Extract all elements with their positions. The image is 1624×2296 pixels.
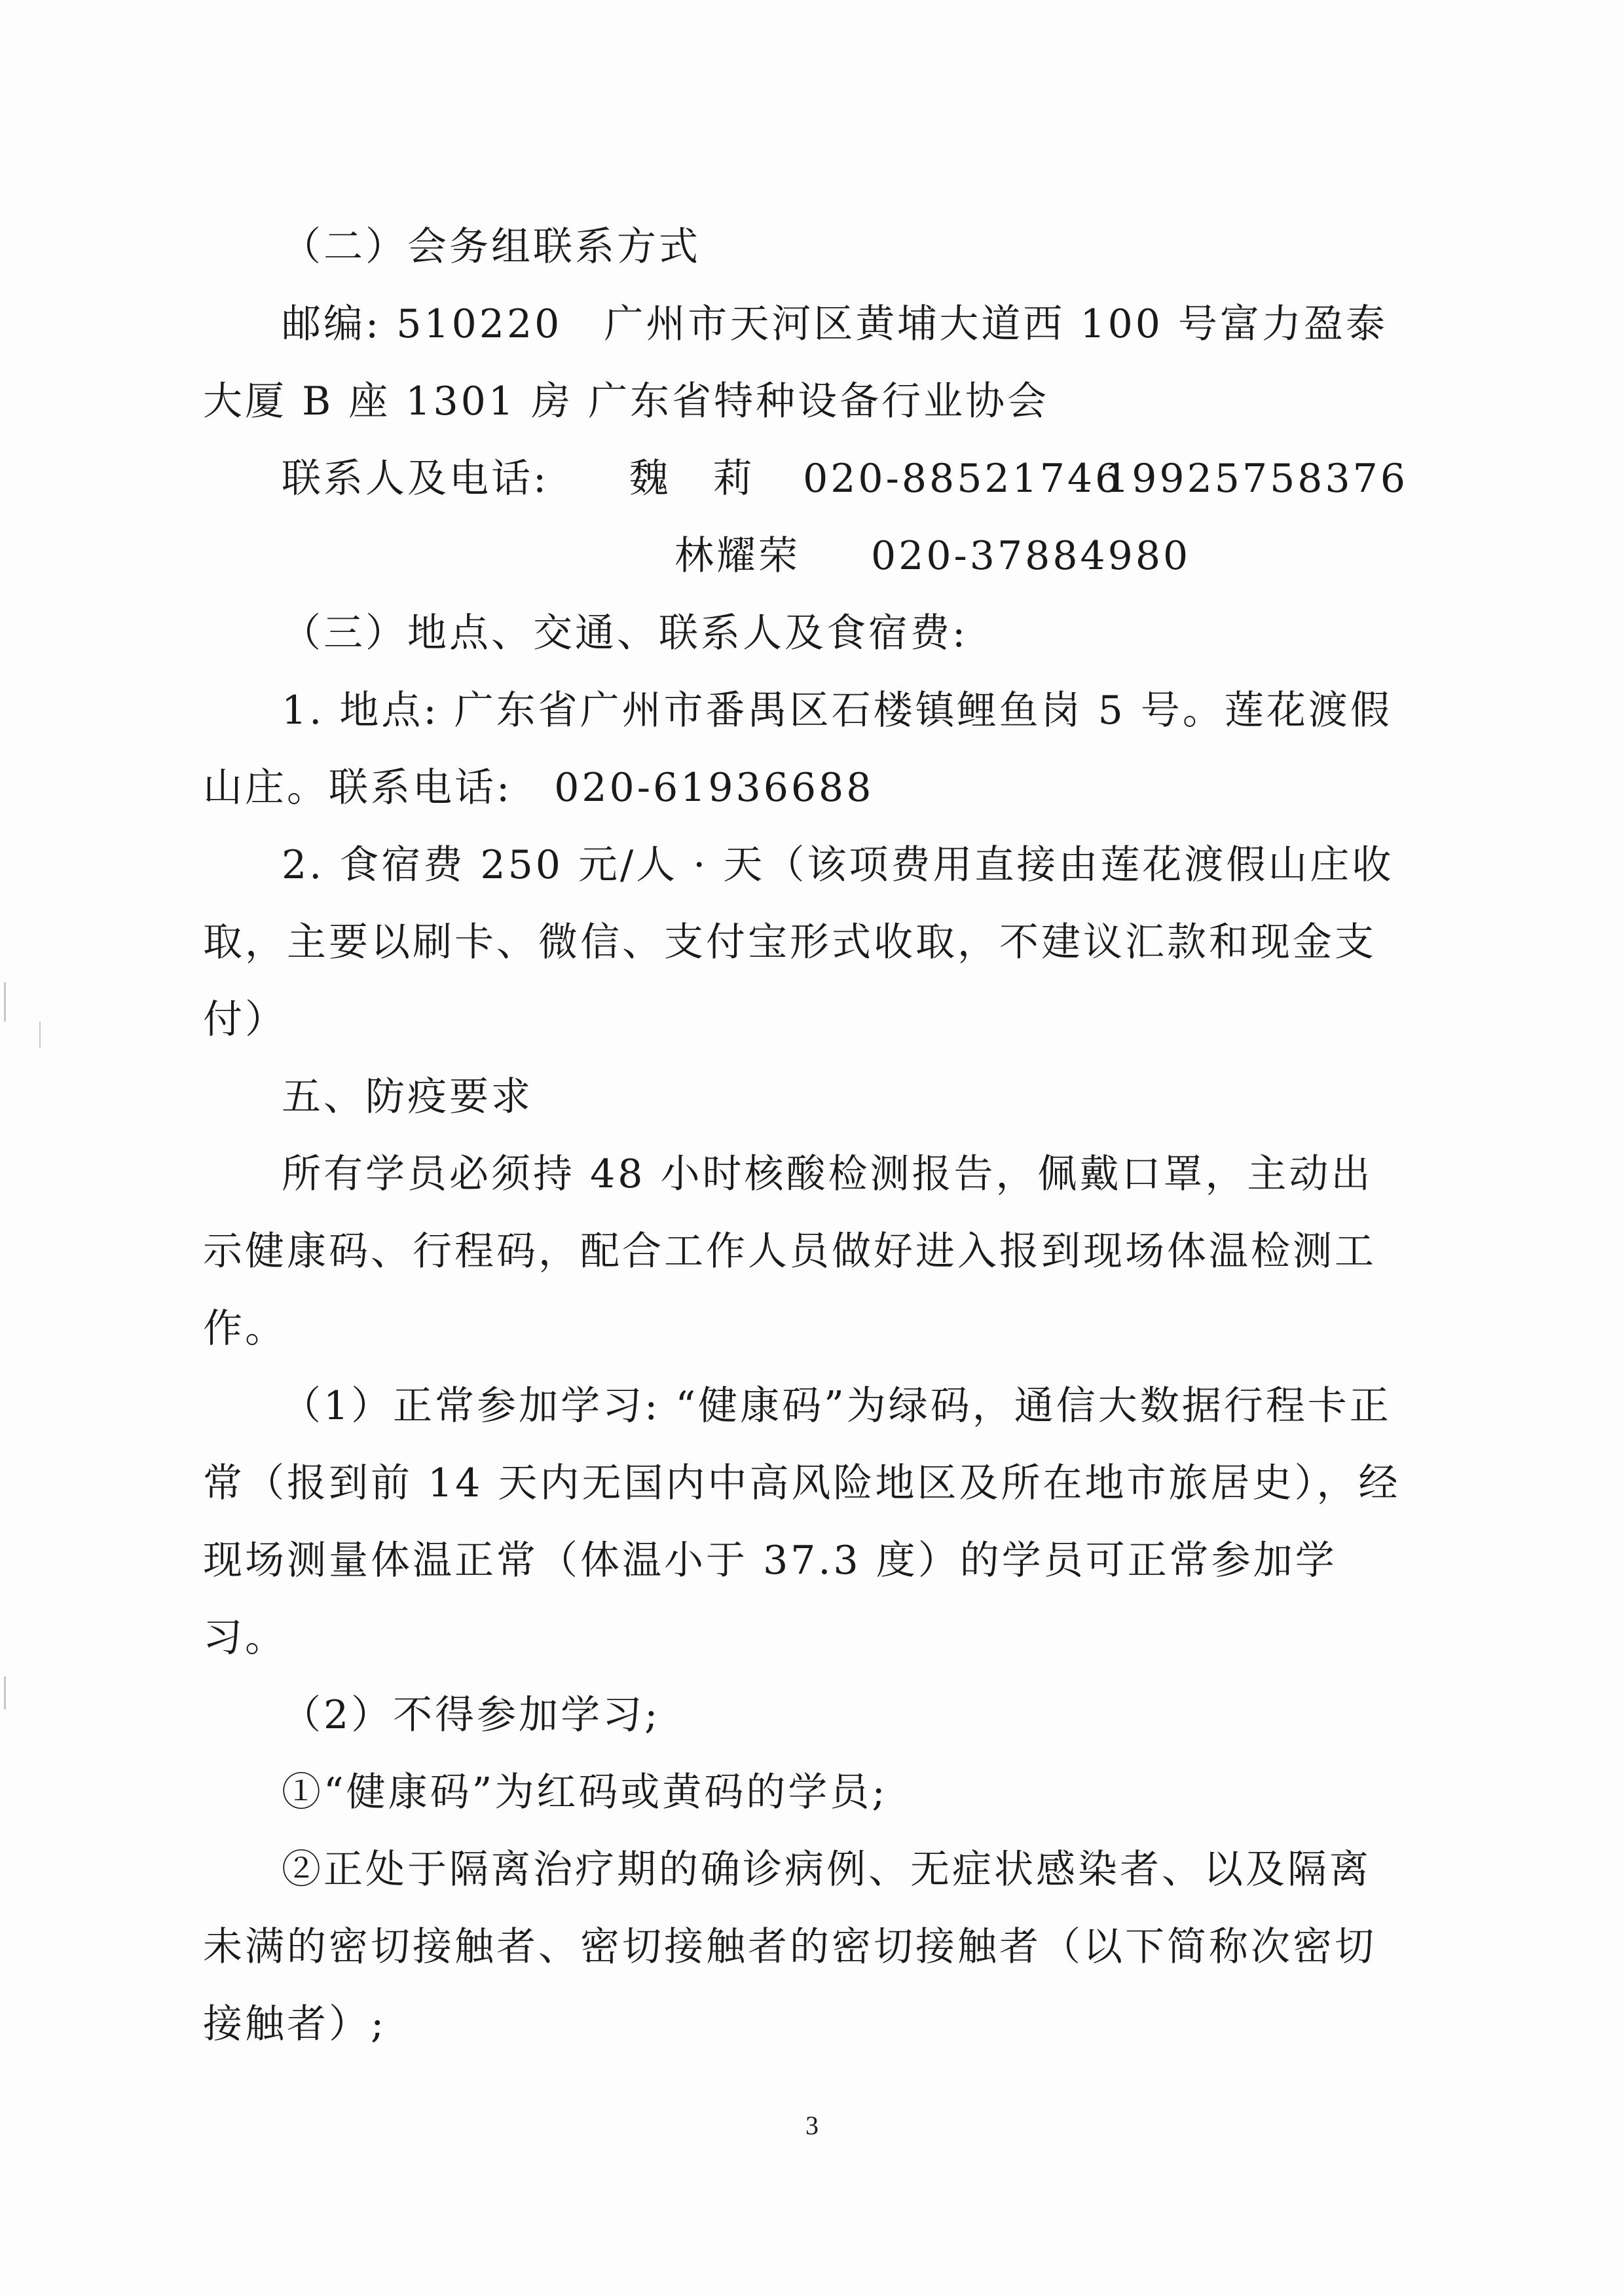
fee-paragraph: 2. 食宿费 250 元/人 · 天（该项费用直接由莲花渡假山庄收取，主要以刷卡、微信、支付宝形式收取，不建议汇款和现金支付）	[203, 842, 1394, 1043]
list-item: ①“健康码”为红码或黄码的学员;	[282, 1769, 888, 1815]
location-paragraph: 1. 地点: 广东省广州市番禺区石楼镇鲤鱼岗 5 号。莲花渡假山庄。联系电话: 020-61936688	[203, 688, 1392, 811]
address-paragraph: 邮编: 510220 广州市天河区黄埔大道西 100 号富力盈泰大厦 B 座 1301 房 广东省特种设备行业协会	[203, 301, 1388, 424]
contact-phone: 020-37884980	[871, 533, 1191, 579]
contact-name: 魏 莉	[629, 456, 755, 502]
requirement-paragraph: （1）正常参加学习: “健康码”为绿码，通信大数据行程卡正常（报到前 14 天内无国内中高风险地区及所在地市旅居史），经现场测量体温正常（体温小于 37.3 度）的学员可正常参加学习。	[203, 1383, 1401, 1661]
contact-name: 林耀荣	[674, 533, 800, 579]
contact-indent	[203, 517, 674, 595]
scan-edge-mark	[4, 982, 6, 1022]
contact-phone: 020-88521746	[803, 456, 1123, 502]
list-item: ②正处于隔离治疗期的确诊病例、无症状感染者、以及隔离未满的密切接触者、密切接触者的密切接触者（以下简称次密切接触者）;	[203, 1847, 1376, 2047]
contact-label: 联系人及电话:	[282, 456, 549, 502]
section-heading: （三）地点、交通、联系人及食宿费:	[282, 610, 969, 656]
contact-mobile: 19925758376	[1104, 456, 1408, 502]
scan-edge-mark	[4, 1676, 6, 1709]
section-heading: （二）会务组联系方式	[282, 224, 701, 270]
contact-row-2	[203, 517, 1408, 595]
requirement-paragraph: 所有学员必须持 48 小时核酸检测报告，佩戴口罩，主动出示健康码、行程码，配合工作人员做好进入报到现场体温检测工作。	[203, 1151, 1376, 1352]
scan-edge-mark	[39, 1022, 41, 1048]
document-body	[203, 208, 1408, 2063]
section-heading: 五、防疫要求	[282, 1074, 533, 1120]
contact-row-1	[203, 440, 1408, 517]
page-number: 3	[805, 2111, 819, 2140]
requirement-paragraph: （2）不得参加学习;	[282, 1692, 661, 1738]
